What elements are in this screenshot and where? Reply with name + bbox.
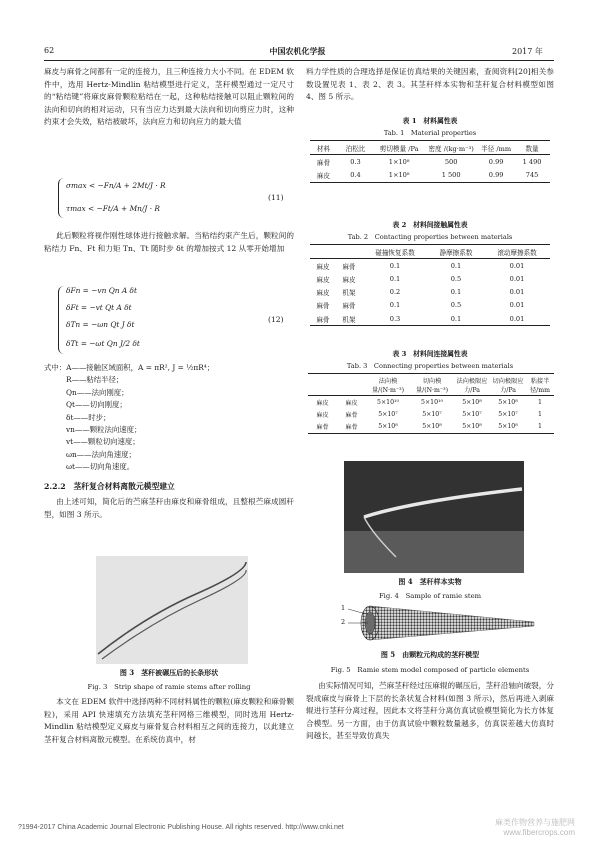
var-def: vn——颗粒法向速度；: [66, 425, 142, 435]
table-header: 泊松比: [337, 141, 374, 155]
eq12-line3: δTn = −ωn Qt J δt: [66, 320, 135, 329]
copyright-footer: ?1994-2017 China Academic Journal Electronic Publishing House. All rights reserved. http://www.cnki.net: [18, 824, 344, 831]
section-title-2-2-2: 2.2.2 茎秆复合材料离散元模型建立: [44, 482, 175, 491]
table-cell: 0.1: [389, 261, 401, 270]
figure-3-caption-en: Fig. 3 Strip shape of ramie stems after rolling: [87, 683, 251, 691]
table-header: [336, 245, 362, 259]
figure-5-caption-cn: 图 5 由颗粒元构成的茎秆模型: [380, 650, 480, 659]
var-def: ωt——切向角速度。: [66, 462, 135, 472]
eq12-brace: [58, 286, 64, 354]
table-row: [308, 421, 554, 434]
journal-name: 中国农机化学报: [269, 46, 326, 56]
figure-3-caption-cn: 图 3 茎秆被碾压后的长条形状: [119, 668, 219, 677]
table-cell: 0.5: [450, 301, 462, 310]
table-cell: 0.01: [509, 261, 525, 270]
table-cell: 麻骨: [345, 411, 358, 419]
table-row: [310, 299, 550, 312]
table-cell: 5×10⁸: [462, 398, 482, 406]
watermark-line1: 麻类作物营养与施肥网: [495, 818, 575, 827]
table-cell: 0.1: [450, 288, 462, 297]
journal-year: 2017 年: [512, 47, 543, 56]
figure-4-caption-cn: 图 4 茎秆样本实物: [398, 577, 462, 586]
table-header: 碰撞恢复系数: [362, 245, 428, 259]
table-2-caption-en: Tab. 2 Contacting properties between materials: [347, 233, 513, 241]
variable-definitions: [44, 362, 214, 474]
var-def: R——粘结半径；: [66, 375, 124, 385]
var-def: Qt——切向刚度；: [66, 400, 127, 410]
eq11-brace: [58, 178, 64, 218]
table-cell: 0.2: [389, 288, 401, 297]
left-intro-paragraph: 麻皮与麻骨之间都有一定的连接力，且三种连接力大小不同。在 EDEM 软件中，选用 Hertz-Mindlin 粘结模型进行定义，茎秆模型通过一定尺寸的“粘结键”将麻皮麻骨颗粒粘结在一起，这种粘结接触可以阻止颗粒间的法向和切向的相对运动，只有当应力达到最大法向和切向剪应力时，这种约束才会失效，粘结被破坏，法向应力和切向应力的最大值: [44, 67, 294, 127]
section-2-2-2-paragraph: 由上述可知，简化后的苎麻茎秆由麻皮和麻骨组成，且整根苎麻成圆秆型，如图 3 所示。: [44, 497, 294, 519]
eq11-line2: τmax < −Ft/A + Mn/J · R: [66, 204, 160, 213]
table-cell: 745: [514, 168, 550, 182]
table-row: [310, 272, 550, 285]
table-cell: 0.01: [484, 312, 550, 326]
table-cell: 1×10⁸: [374, 168, 424, 182]
table-header: 剪切模量 /Pa: [374, 141, 424, 155]
table-row: [310, 312, 550, 326]
table-cell: 0.01: [509, 301, 525, 310]
table-row: [310, 259, 550, 273]
table-header: 数量: [514, 141, 550, 155]
table-cell: 麻骨: [316, 302, 330, 311]
table-cell: 0.4: [337, 168, 374, 182]
table-header: 密度 /(kg·m⁻³): [424, 141, 478, 155]
table-cell: 麻皮: [310, 168, 337, 182]
watermark: [495, 818, 575, 838]
var-def: vt——颗粒切向速度；: [66, 437, 140, 447]
table-header: [337, 374, 366, 396]
table-cell: 0.5: [450, 274, 462, 283]
table-cell: 0.3: [362, 312, 428, 326]
table-cell: 1: [526, 421, 554, 434]
left-after-eq11-paragraph: 此后颗粒将视作刚性球体进行接触求解。当粘结约束产生后，颗粒间的粘结力 Fn、Ft 和力矩 Tn、Tt 随时步 δt 的增加按式 12 从零开始增加: [44, 231, 294, 253]
table-header: 粘接半径/mm: [526, 374, 554, 396]
var-def: ωn——法向角速度；: [66, 449, 136, 459]
table-header: 法向极限应力/Pa: [454, 374, 490, 396]
table-3-caption-en: Tab. 3 Connecting properties between materials: [346, 362, 514, 370]
table-cell: 麻骨: [337, 421, 366, 434]
table-cell: 0.01: [509, 274, 525, 283]
table-3: [308, 373, 554, 434]
left-final-paragraph: 本文在 EDEM 软件中选择两种不同材料属性的颗粒(麻皮颗粒和麻骨颗粒)，采用 API 快速填充方法填充茎秆网格三维模型，同时选用 Hertz-Mindlin 粘结模型定义麻皮与麻骨复合材料相互之间的连接力，以此建立茎秆复合材料离散元模型。在系统仿真中，材: [44, 697, 294, 744]
table-2-caption-cn: 表 2 材料间接触属性表: [392, 221, 468, 229]
var-def: δt——时步；: [66, 412, 111, 422]
table-cell: 麻骨: [342, 262, 356, 271]
table-header: 静摩擦系数: [428, 245, 484, 259]
table-cell: 0.99: [478, 168, 514, 182]
table-header: 法向模量/(N·m⁻³): [366, 374, 410, 396]
table-cell: 5×10⁷: [462, 410, 482, 418]
table-cell: 1×10⁸: [388, 157, 410, 166]
table-cell: 1 490: [522, 157, 542, 166]
eq11-number: (11): [268, 193, 284, 202]
table-cell: 5×10¹⁰: [421, 398, 443, 406]
right-top-paragraph: 料力学性质的合理选择是保证仿真结果的关键因素，查阅资料[20]相关参数设置见表 1、表 2、表 3。其茎秆样本实物和茎秆复合材料模型如图 4、图 5 所示。: [306, 67, 554, 102]
table-row: [310, 155, 550, 169]
figure-5-label-1: 1: [341, 604, 346, 612]
table-row: [308, 396, 554, 409]
table-cell: 麻骨: [316, 158, 331, 167]
table-cell: 5×10¹⁰: [377, 398, 399, 406]
figure-4-caption-en: Fig. 4 Sample of ramie stem: [378, 592, 482, 600]
table-cell: 500: [444, 157, 458, 166]
table-cell: 5×10⁸: [410, 421, 454, 434]
table-cell: 5×10⁷: [422, 410, 442, 418]
eq12-line1: δFn = −vn Qn A δt: [66, 286, 137, 295]
table-row: [310, 286, 550, 299]
eq12-number: (12): [268, 315, 284, 324]
table-cell: 0.1: [389, 301, 401, 310]
table-header: 滚动摩擦系数: [484, 245, 550, 259]
table-1: [310, 140, 550, 183]
table-cell: 0.1: [389, 274, 401, 283]
table-row: [308, 408, 554, 420]
eq12-line2: δFt = −vt Qt A δt: [66, 303, 132, 312]
table-cell: 麻皮: [342, 275, 356, 284]
table-cell: 5×10⁸: [366, 421, 410, 434]
table-header: 切向极限应力/Pa: [490, 374, 526, 396]
table-cell: 5×10⁸: [498, 398, 518, 406]
table-cell: 麻皮: [316, 289, 330, 298]
table-header: 半径 /mm: [478, 141, 514, 155]
table-header: [310, 245, 336, 259]
figure-4-image: [344, 461, 524, 573]
table-cell: 1: [538, 398, 542, 406]
table-cell: 麻皮: [316, 411, 329, 419]
figure-3-image: [96, 556, 248, 664]
table-cell: 麻骨: [310, 312, 336, 326]
table-cell: 0.1: [450, 261, 462, 270]
table-1-caption-en: Tab. 1 Material properties: [383, 129, 477, 137]
table-cell: 0.01: [509, 288, 525, 297]
table-header: 切向模量/(N·m⁻³): [410, 374, 454, 396]
table-cell: 麻皮: [316, 262, 330, 271]
watermark-line2: www.fibercrops.com: [503, 828, 575, 837]
right-bottom-paragraph: 由实际情况可知，苎麻茎秆经过压麻辊的碾压后，茎秆沿轴向破裂，分裂成麻皮与麻骨上下层的长条状复合材料(如图 3 所示)，然后再进入剥麻辊进行茎秆分离过程，因此本文将茎秆分离仿真试验模型简化为长方体复合模型。另一方面，由于仿真试验中颗粒数量越多，仿真误差越大仿真时间越长，甚至导致仿真失: [306, 681, 554, 741]
var-def: Qn——法向刚度；: [66, 387, 129, 397]
header-rule: [44, 60, 554, 61]
table-cell: 0.3: [350, 157, 361, 166]
figure-5-image: [338, 600, 538, 644]
page-number: 62: [44, 46, 55, 55]
table-cell: 0.99: [488, 157, 504, 166]
eq11-line1: σmax < −Fn/A + 2Mt/J · R: [66, 181, 166, 190]
table-2: [310, 244, 550, 326]
table-cell: 麻骨: [308, 421, 337, 434]
vars-intro: 式中：A——接触区域面积，A = πR², J = ½πR⁴；: [44, 363, 215, 372]
table-cell: 5×10⁸: [490, 421, 526, 434]
table-header: 材料: [310, 141, 337, 155]
figure-5-caption-en: Fig. 5 Ramie stem model composed of particle elements: [330, 666, 530, 674]
table-cell: 麻皮: [316, 399, 329, 407]
table-header: [308, 374, 337, 396]
figure-5-label-2: 2: [341, 618, 346, 626]
table-row: [310, 168, 550, 182]
eq12-line4: δTt = −ωt Qn J/2 δt: [66, 339, 140, 348]
table-3-caption-cn: 表 3 材料间连接属性表: [392, 350, 468, 358]
table-cell: 1 500: [424, 168, 478, 182]
table-cell: 1: [538, 410, 542, 418]
table-cell: 5×10⁷: [378, 410, 398, 418]
table-1-caption-cn: 表 1 材料属性表: [402, 117, 458, 125]
table-cell: 5×10⁸: [454, 421, 490, 434]
table-cell: 麻骨: [342, 302, 356, 311]
table-cell: 机架: [336, 312, 362, 326]
table-cell: 0.1: [428, 312, 484, 326]
table-cell: 麻皮: [316, 275, 330, 284]
table-cell: 机架: [342, 289, 356, 298]
table-cell: 麻皮: [345, 399, 358, 407]
table-cell: 5×10⁷: [498, 410, 518, 418]
